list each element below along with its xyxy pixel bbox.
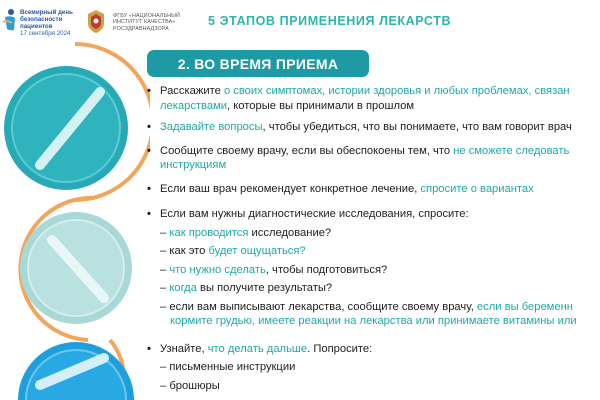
list-item bbox=[147, 120, 600, 135]
list-item bbox=[147, 207, 600, 222]
sub-item bbox=[147, 300, 600, 329]
text: – письменные инструкции bbox=[160, 361, 296, 373]
highlight-text: спросите о вариантах bbox=[420, 182, 534, 195]
emblem-icon bbox=[84, 8, 108, 34]
text: , которые вы принимали в прошлом bbox=[227, 99, 415, 112]
institute-name bbox=[113, 13, 193, 32]
text: , чтобы подготовиться? bbox=[265, 263, 388, 276]
dash: – bbox=[160, 263, 170, 276]
text: Если ваш врач рекомендует конкретное лечение, bbox=[160, 182, 421, 195]
dash: – bbox=[160, 226, 170, 239]
sub-item bbox=[147, 226, 600, 241]
highlight-text: о своих симптомах, истории здоровья и любых проблемах, связан bbox=[223, 85, 570, 97]
logo1-date: 17 сентября 2024 bbox=[20, 30, 71, 37]
decorative-circles bbox=[0, 40, 150, 400]
highlight-text: Задавайте вопросы bbox=[160, 121, 263, 133]
sub-item bbox=[147, 379, 600, 394]
section-header bbox=[147, 50, 369, 77]
logo-patient-safety-text bbox=[20, 9, 82, 37]
page-title: 5 ЭТАПОВ ПРИМЕНЕНИЯ ЛЕКАРСТВ bbox=[208, 14, 452, 28]
text: . Попросите: bbox=[307, 342, 373, 355]
highlight-text: инструкциям bbox=[160, 159, 227, 171]
logo1-line: Всемирный день bbox=[20, 9, 73, 16]
header bbox=[0, 0, 600, 44]
list-item bbox=[147, 342, 600, 357]
highlight-text: как проводится bbox=[169, 226, 249, 239]
text: Сообщите своему врачу, если вы обеспокоены тем, что bbox=[160, 144, 454, 157]
list-item bbox=[147, 84, 600, 113]
highlight-text: будет ощущаться? bbox=[208, 245, 306, 257]
text: исследование? bbox=[248, 226, 332, 239]
highlight-text: кормите грудью, имеете реакции на лекарства или принимаете витамины или bbox=[170, 315, 577, 327]
section-label: 2. ВО ВРЕМЯ ПРИЕМА bbox=[177, 55, 339, 72]
highlight-text: что делать дальше bbox=[207, 342, 308, 355]
text: как это bbox=[169, 245, 209, 257]
highlight-text: что нужно сделать bbox=[169, 263, 266, 276]
content-list bbox=[147, 84, 600, 393]
highlight-text: не сможете следовать bbox=[453, 144, 570, 157]
dash: – bbox=[160, 245, 170, 257]
dash: – bbox=[160, 282, 170, 294]
logo2-line: ИНСТИТУТ КАЧЕСТВА» bbox=[113, 19, 176, 26]
sub-item bbox=[147, 244, 600, 259]
sub-item bbox=[147, 263, 600, 278]
no-sign-icon bbox=[20, 212, 132, 324]
logo-patient-safety-icon bbox=[2, 8, 18, 32]
logo2-line: РОСЗДРАВНАДЗОРА bbox=[113, 25, 169, 32]
text: Узнайте, bbox=[160, 342, 208, 355]
highlight-text: лекарствами bbox=[160, 99, 228, 112]
sub-item bbox=[147, 281, 600, 296]
list-item bbox=[147, 144, 600, 173]
logo2-line: ФГБУ «НАЦИОНАЛЬНЫЙ bbox=[113, 13, 180, 19]
highlight-text: если вы беременн bbox=[476, 300, 573, 313]
no-sign-icon bbox=[4, 66, 128, 190]
list-item bbox=[147, 182, 600, 197]
text: , чтобы убедиться, что вы понимаете, что вам говорит врач bbox=[262, 121, 572, 133]
text: Расскажите bbox=[160, 85, 224, 97]
sub-item bbox=[147, 360, 600, 375]
highlight-text: когда bbox=[169, 282, 197, 294]
logo1-line: безопасности bbox=[20, 16, 63, 23]
text: – брошюры bbox=[160, 379, 220, 392]
logo1-line: пациентов bbox=[20, 23, 53, 30]
text: Если вам нужны диагностические исследования, спросите: bbox=[160, 208, 469, 220]
text: если вам выписывают лекарства, сообщите своему врачу, bbox=[169, 300, 477, 313]
text: вы получите результаты? bbox=[196, 282, 333, 294]
dash: – bbox=[160, 300, 170, 313]
